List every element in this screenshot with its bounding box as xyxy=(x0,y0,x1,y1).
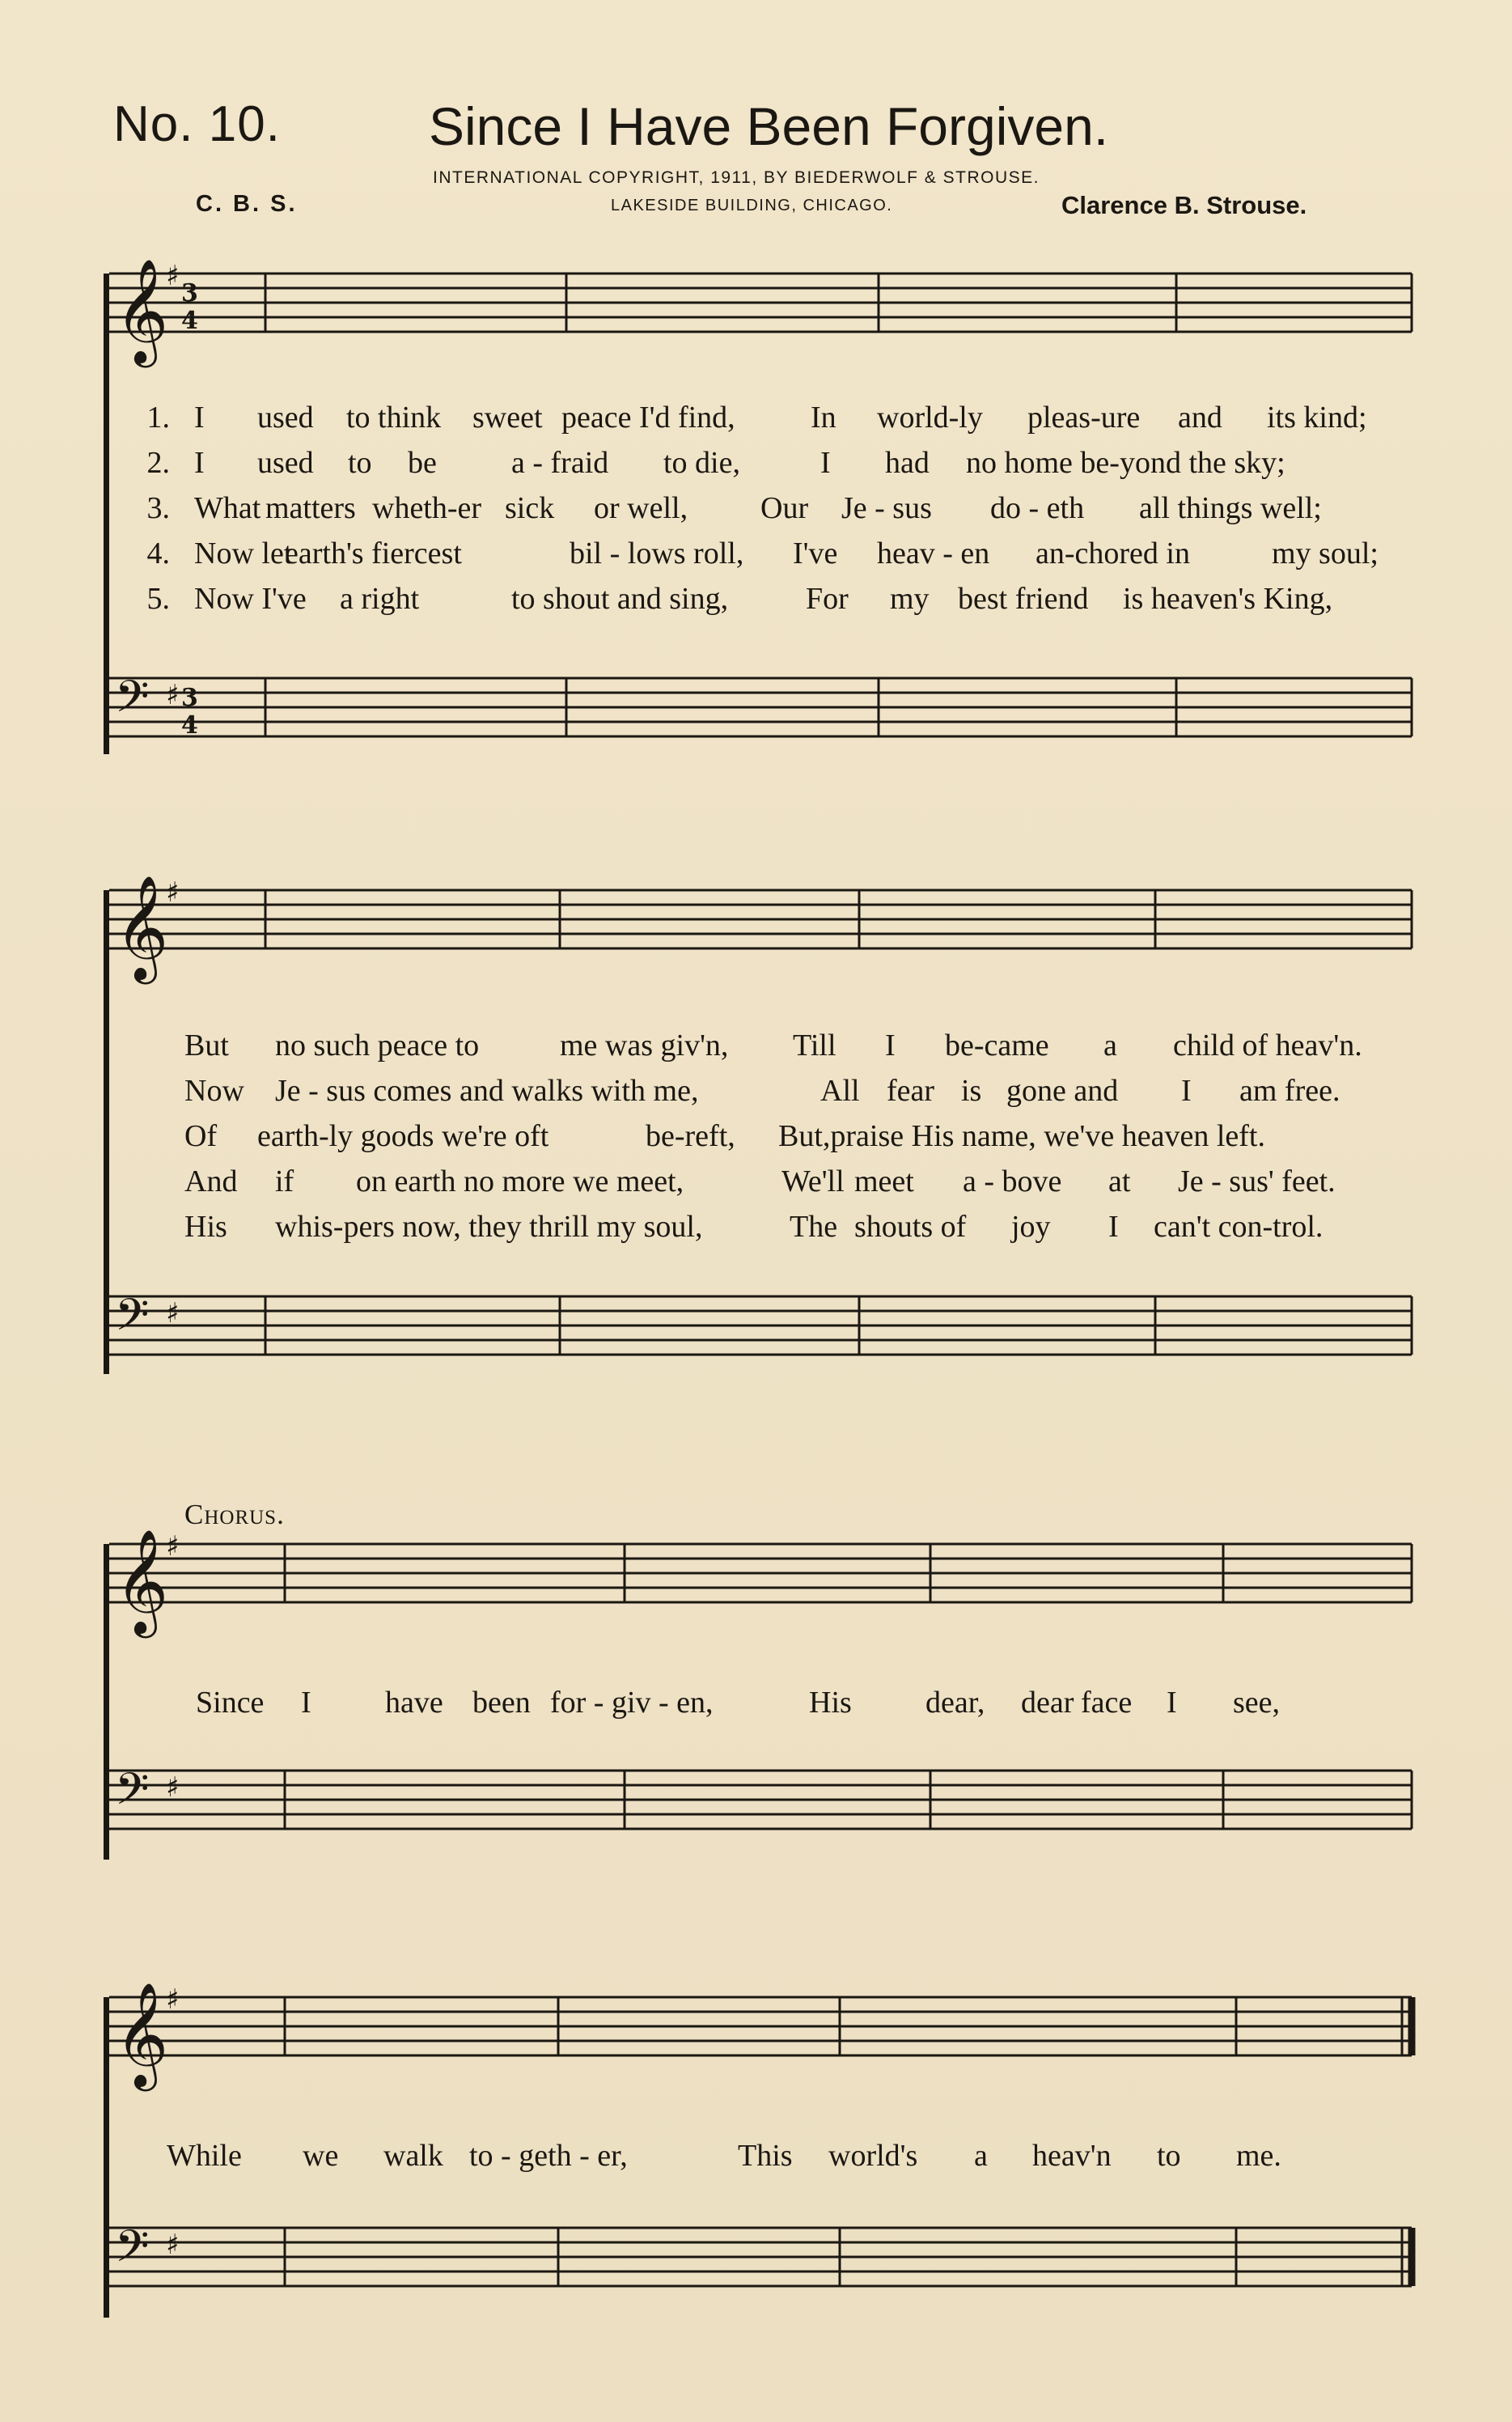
bass-clef-icon: 𝄢 xyxy=(115,1763,150,1826)
lyric-syllable: For xyxy=(806,582,849,616)
lyric-syllable: all things well; xyxy=(1139,491,1322,525)
verse-4-line-2 xyxy=(0,1164,1512,1204)
lyric-syllable: do - eth xyxy=(990,491,1085,525)
lyric-syllable: world-ly xyxy=(877,401,983,435)
lyric-syllable: dear xyxy=(1021,1686,1074,1720)
lyric-syllable: best friend xyxy=(958,582,1089,616)
lyric-syllable: be xyxy=(408,446,437,480)
lyric-syllable: to - geth - er, xyxy=(469,2139,628,2173)
lyric-syllable: had xyxy=(885,446,930,480)
bass-clef-icon: 𝄢 xyxy=(115,1289,150,1351)
verse-number: 4. xyxy=(146,537,170,571)
lyric-syllable: is heaven's King, xyxy=(1123,582,1333,616)
lyric-syllable: fear xyxy=(887,1074,935,1108)
lyric-syllable: child of heav'n. xyxy=(1173,1029,1362,1063)
lyric-syllable: While xyxy=(167,2139,242,2173)
verse-number: 5. xyxy=(146,582,170,616)
lyric-syllable: and xyxy=(1178,401,1222,435)
lyric-syllable: In xyxy=(811,401,836,435)
key-sharp-icon: ♯ xyxy=(166,2229,180,2261)
lyric-syllable: be-came xyxy=(945,1029,1049,1063)
lyric-syllable: Je - sus xyxy=(841,491,932,525)
lyric-syllable: Of xyxy=(184,1119,218,1153)
composer-credit: Clarence B. Strouse. xyxy=(1061,191,1307,219)
lyric-syllable: meet xyxy=(854,1164,914,1198)
verse-5-line xyxy=(0,581,1512,621)
lyric-syllable: used xyxy=(257,446,314,480)
bass-staff xyxy=(0,1282,1512,1395)
lyric-syllable: my xyxy=(890,582,930,616)
lyric-syllable: me was giv'n, xyxy=(560,1029,729,1063)
lyric-syllable: I xyxy=(301,1686,311,1720)
lyric-syllable: have xyxy=(385,1686,443,1720)
verse-number: 1. xyxy=(146,401,170,435)
bass-clef-icon: 𝄢 xyxy=(115,671,150,733)
lyric-syllable: to shout and sing, xyxy=(511,582,729,616)
lyric-syllable: I xyxy=(885,1029,896,1063)
lyric-syllable: sick xyxy=(505,491,555,525)
lyric-syllable: to think xyxy=(346,401,442,435)
lyric-syllable: Our xyxy=(760,491,809,525)
treble-staff xyxy=(0,1529,1512,1643)
lyric-syllable: to xyxy=(1157,2139,1181,2173)
lyric-syllable: earth-ly goods we're oft xyxy=(257,1119,549,1153)
time-signature-bottom: 4 xyxy=(181,307,198,335)
lyric-syllable: I xyxy=(194,446,205,480)
treble-clef-icon: 𝄞 xyxy=(115,1529,169,1634)
lyric-syllable: Now let xyxy=(194,537,293,571)
treble-staff xyxy=(0,259,1512,372)
lyric-syllable: if xyxy=(275,1164,294,1198)
lyric-syllable: or well, xyxy=(594,491,688,525)
lyric-syllable: wheth-er xyxy=(372,491,482,525)
lyric-syllable: Since xyxy=(196,1686,265,1720)
lyric-syllable: face xyxy=(1081,1686,1133,1720)
lyric-syllable: world's xyxy=(828,2139,918,2173)
key-sharp-icon: ♯ xyxy=(166,1297,180,1330)
lyric-syllable: His xyxy=(809,1686,852,1720)
verse-3-line-2 xyxy=(0,1118,1512,1159)
lyric-syllable: Je - sus' feet. xyxy=(1178,1164,1336,1198)
lyric-syllable: But xyxy=(184,1029,229,1063)
key-sharp-icon: ♯ xyxy=(166,679,180,711)
lyric-syllable: I xyxy=(194,401,205,435)
chorus-line-2 xyxy=(0,2138,1512,2178)
chorus-label: Chorus. xyxy=(184,1499,285,1530)
lyric-syllable: heav'n xyxy=(1032,2139,1112,2173)
lyric-syllable: a xyxy=(1103,1029,1117,1063)
verse-2-line-2 xyxy=(0,1073,1512,1113)
lyric-syllable: am free. xyxy=(1239,1074,1340,1108)
lyric-syllable: my soul; xyxy=(1272,537,1379,571)
hymn-title: Since I Have Been Forgiven. xyxy=(429,96,1109,156)
lyric-syllable: we xyxy=(303,2139,339,2173)
lyric-syllable: a - bove xyxy=(963,1164,1062,1198)
lyric-syllable: walk xyxy=(383,2139,443,2173)
lyric-syllable: peace I'd find, xyxy=(561,401,735,435)
lyric-syllable: Now I've xyxy=(194,582,307,616)
lyric-syllable: I've xyxy=(793,537,838,571)
copyright-notice: INTERNATIONAL COPYRIGHT, 1911, BY BIEDERWOLF & STROUSE. xyxy=(433,168,1040,187)
lyric-syllable: at xyxy=(1108,1164,1131,1198)
lyric-syllable: a - fraid xyxy=(511,446,609,480)
lyric-syllable: an-chored in xyxy=(1036,537,1190,571)
lyric-syllable: matters xyxy=(265,491,356,525)
verse-1-line xyxy=(0,400,1512,440)
hymn-number: No. 10. xyxy=(113,96,281,152)
lyric-syllable: This xyxy=(738,2139,793,2173)
key-sharp-icon: ♯ xyxy=(166,1983,180,2016)
lyric-syllable: no home be-yond the sky; xyxy=(966,446,1285,480)
publisher-address: LAKESIDE BUILDING, CHICAGO. xyxy=(611,197,893,214)
lyric-syllable: And xyxy=(184,1164,238,1198)
lyric-syllable: is xyxy=(961,1074,982,1108)
lyric-syllable: I xyxy=(1181,1074,1192,1108)
lyric-syllable: been xyxy=(472,1686,531,1720)
lyric-syllable: We'll xyxy=(781,1164,845,1198)
treble-clef-icon: 𝄞 xyxy=(115,258,169,363)
verse-number: 3. xyxy=(146,491,170,525)
lyric-syllable: used xyxy=(257,401,314,435)
key-sharp-icon: ♯ xyxy=(166,1771,180,1804)
time-signature-top: 3 xyxy=(181,684,198,712)
bass-staff xyxy=(0,1756,1512,1869)
lyric-syllable: earth's fiercest xyxy=(285,537,462,571)
bass-staff xyxy=(0,2213,1512,2327)
lyric-syllable: Till xyxy=(793,1029,836,1063)
lyric-syllable: joy xyxy=(1011,1210,1051,1244)
lyric-syllable: heav - en xyxy=(877,537,990,571)
lyric-syllable: Now xyxy=(184,1074,244,1108)
lyric-syllable: to xyxy=(348,446,372,480)
lyric-syllable: can't con-trol. xyxy=(1154,1210,1324,1244)
verse-4-line xyxy=(0,536,1512,576)
lyric-syllable: see, xyxy=(1233,1686,1281,1720)
verse-number: 2. xyxy=(146,446,170,480)
key-sharp-icon: ♯ xyxy=(166,876,180,909)
lyric-syllable: What xyxy=(194,491,261,525)
lyric-syllable: bil - lows roll, xyxy=(570,537,744,571)
key-sharp-icon: ♯ xyxy=(166,260,180,292)
lyric-syllable: a xyxy=(974,2139,988,2173)
lyric-syllable: His xyxy=(184,1210,227,1244)
lyric-syllable: be-reft, xyxy=(646,1119,735,1153)
lyric-syllable: pleas-ure xyxy=(1027,401,1141,435)
lyric-syllable: whis-pers now, they thrill my soul, xyxy=(275,1210,703,1244)
bass-clef-icon: 𝄢 xyxy=(115,2221,150,2283)
key-sharp-icon: ♯ xyxy=(166,1530,180,1563)
time-signature-top: 3 xyxy=(181,279,198,308)
lyric-syllable: me. xyxy=(1236,2139,1281,2173)
verse-3-line xyxy=(0,490,1512,531)
verse-1-line-2 xyxy=(0,1028,1512,1068)
lyric-syllable: gone and xyxy=(1006,1074,1119,1108)
lyric-syllable: I xyxy=(820,446,831,480)
lyric-syllable: All xyxy=(820,1074,860,1108)
lyricist-initials: C. B. S. xyxy=(196,191,298,217)
lyric-syllable: shouts of xyxy=(854,1210,967,1244)
treble-staff xyxy=(0,1983,1512,2096)
verse-2-line xyxy=(0,445,1512,486)
lyric-syllable: The xyxy=(790,1210,838,1244)
treble-clef-icon: 𝄞 xyxy=(115,875,169,980)
lyric-syllable: I xyxy=(1167,1686,1177,1720)
lyric-syllable: Je - sus comes and walks with me, xyxy=(275,1074,699,1108)
verse-5-line-2 xyxy=(0,1209,1512,1249)
lyric-syllable: I xyxy=(1108,1210,1119,1244)
lyric-syllable: to die, xyxy=(663,446,740,480)
lyric-syllable: But,praise His name, we've heaven left. xyxy=(778,1119,1265,1153)
lyric-syllable: sweet xyxy=(472,401,543,435)
bass-staff xyxy=(0,664,1512,777)
lyric-syllable: a right xyxy=(340,582,420,616)
lyric-syllable: for - giv - en, xyxy=(550,1686,714,1720)
time-signature-bottom: 4 xyxy=(181,711,198,740)
treble-staff xyxy=(0,876,1512,989)
chorus-line-1 xyxy=(0,1685,1512,1725)
lyric-syllable: on earth no more we meet, xyxy=(356,1164,684,1198)
lyric-syllable: its kind; xyxy=(1267,401,1367,435)
lyric-syllable: no such peace to xyxy=(275,1029,480,1063)
treble-clef-icon: 𝄞 xyxy=(115,1982,169,2087)
lyric-syllable: dear, xyxy=(925,1686,985,1720)
